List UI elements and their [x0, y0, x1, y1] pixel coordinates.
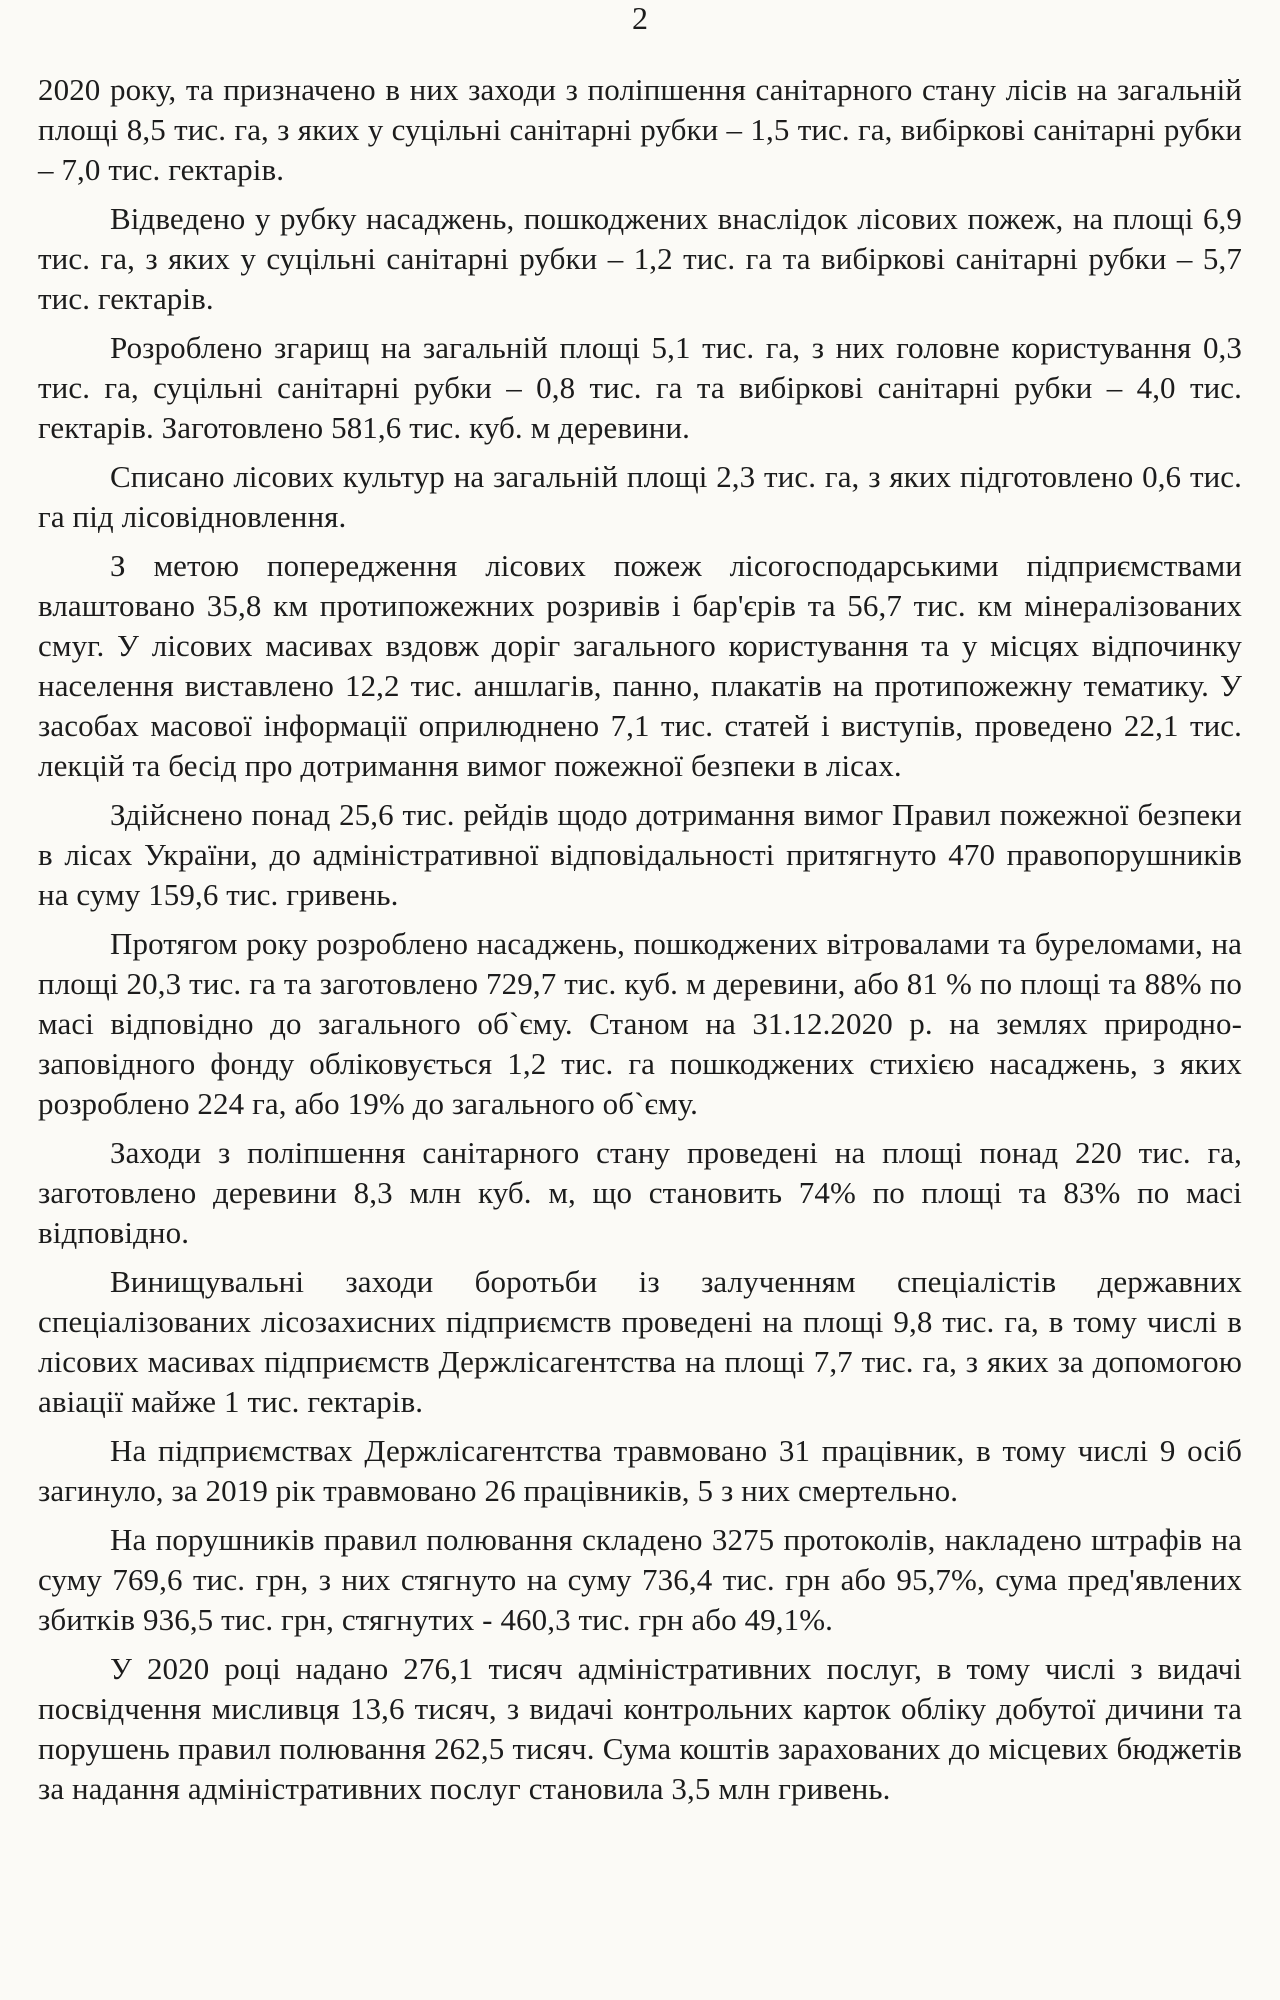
document-body — [38, 70, 1242, 1818]
paragraph-fire-damaged-stands: Відведено у рубку насаджень, пошкоджених внаслідок лісових пожеж, на площі 6,9 тис. га, з яких у суцільні санітарні рубки – 1,2 тис. га та вибіркові санітарні рубки – 5,7 тис. гектарів. — [38, 201, 1242, 316]
paragraph-sanitary-results: Заходи з поліпшення санітарного стану проведені на площі понад 220 тис. га, заготовлено деревини 8,3 млн куб. м, що становить 74% по площі та 83% по масі відповідно. — [38, 1135, 1242, 1250]
paragraph-sanitary-measures: 2020 року, та призначено в них заходи з поліпшення санітарного стану лісів на загальній площі 8,5 тис. га, з яких у суцільні санітарні рубки – 1,5 тис. га, вибіркові санітарні рубки – 7,0 тис. гектарів. — [38, 72, 1242, 187]
paragraph-raids: Здійснено понад 25,6 тис. рейдів щодо дотримання вимог Правил пожежної безпеки в лісах України, до адміністративної відповідальності притягнуто 470 правопорушників на суму 159,6 тис. гривень. — [38, 797, 1242, 912]
paragraph-hunting-violations: На порушників правил полювання складено 3275 протоколів, накладено штрафів на суму 769,6 тис. грн, з них стягнуто на суму 736,4 тис. грн або 95,7%, сума пред'явлених збитків 936,5 тис. грн, стягнутих - 460,3 тис. грн або 49,1%. — [38, 1522, 1242, 1637]
paragraph-administrative-services: У 2020 році надано 276,1 тисяч адміністративних послуг, в тому числі з видачі посвідчення мисливця 13,6 тисяч, з видачі контрольних карток обліку добутої дичини та порушень правил полювання 262,5 тисяч. Сума коштів зарахованих до місцевих бюджетів за надання адміністративних послуг становила 3,5 млн гривень. — [38, 1651, 1242, 1806]
paragraph-injuries: На підприємствах Держлісагентства травмовано 31 працівник, в тому числі 9 осіб загинуло, за 2019 рік травмовано 26 працівників, 5 з них смертельно. — [38, 1433, 1242, 1508]
paragraph-forest-crops-written-off: Списано лісових культур на загальній площі 2,3 тис. га, з яких підготовлено 0,6 тис. га під лісовідновлення. — [38, 459, 1242, 534]
paragraph-windfall: Протягом року розроблено насаджень, пошкоджених вітровалами та буреломами, на площі 20,3 тис. га та заготовлено 729,7 тис. куб. м деревини, або 81 % по площі та 88% по масі відповідно до загального об`єму. Станом на 31.12.2020 р. на землях природно-заповідного фонду обліковується 1,2 тис. га пошкоджених стихією насаджень, з яких розроблено 224 га, або 19% до загального об`єму. — [38, 926, 1242, 1121]
paragraph-burnt-areas: Розроблено згарищ на загальній площі 5,1 тис. га, з них головне користування 0,3 тис. га, суцільні санітарні рубки – 0,8 тис. га та вибіркові санітарні рубки – 4,0 тис. гектарів. Заготовлено 581,6 тис. куб. м деревини. — [38, 330, 1242, 445]
paragraph-fire-prevention: З метою попередження лісових пожеж лісогосподарськими підприємствами влаштовано 35,8 км протипожежних розривів і бар'єрів та 56,7 тис. км мінералізованих смуг. У лісових масивах вздовж доріг загального користування та у місцях відпочинку населення виставлено 12,2 тис. аншлагів, панно, плакатів на протипожежну тематику. У засобах масової інформації оприлюднено 7,1 тис. статей і виступів, проведено 22,1 тис. лекцій та бесід про дотримання вимог пожежної безпеки в лісах. — [38, 548, 1242, 783]
paragraph-pest-control: Винищувальні заходи боротьби із залученням спеціалістів державних спеціалізованих лісозахисних підприємств проведені на площі 9,8 тис. га, в тому числі в лісових масивах підприємств Держлісагентства на площі 7,7 тис. га, з яких за допомогою авіації майже 1 тис. гектарів. — [38, 1264, 1242, 1419]
page-number: 2 — [632, 0, 648, 36]
